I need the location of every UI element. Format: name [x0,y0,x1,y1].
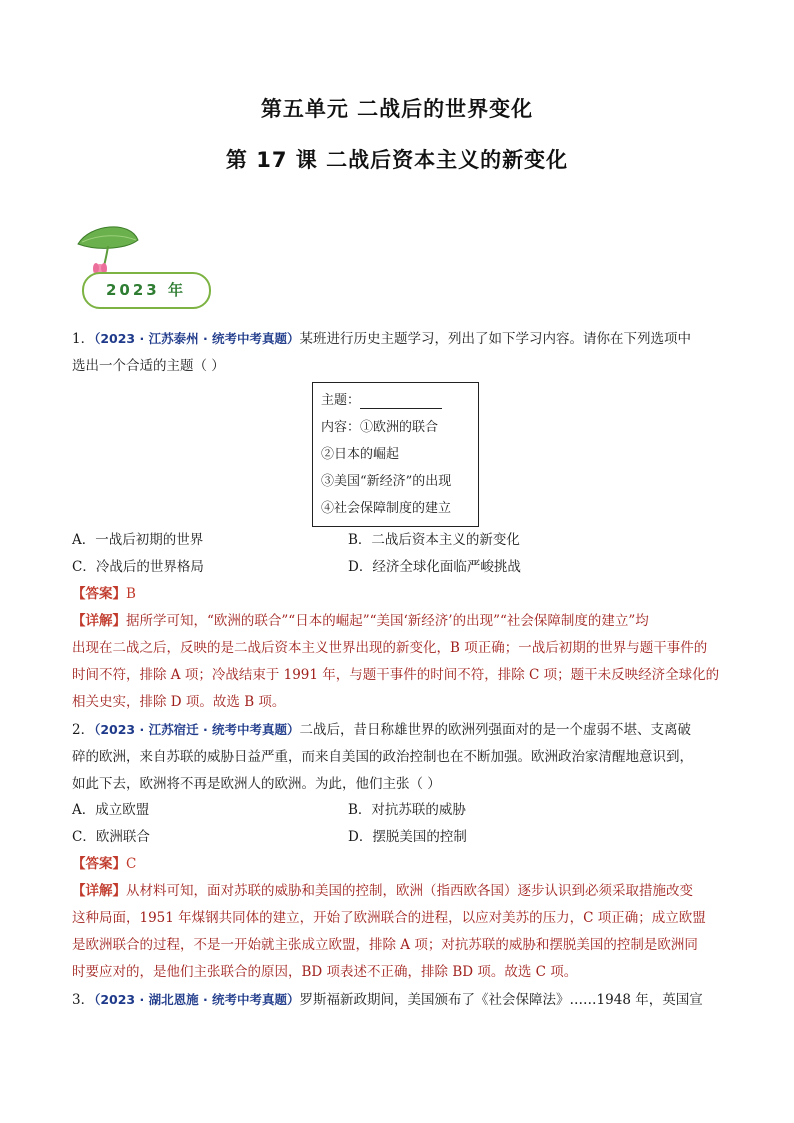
option-c: C．欧洲联合 [72,829,150,845]
detail-block [72,608,724,716]
question-number: 1． [72,331,95,347]
detail-label: 【详解】 [72,613,126,629]
option-b: B．对抗苏联的威胁 [348,802,466,818]
content-item: ④社会保障制度的建立 [321,501,452,516]
option-b: B．二战后资本主义的新变化 [348,532,520,548]
answer-value: C [126,856,137,872]
question-text: 二战后，昔日称雄世界的欧洲列强面对的是一个虚弱不堪、支离破 [299,722,692,738]
detail-line: 相关史实，排除 D 项。故选 B 项。 [72,694,286,710]
question-number: 3． [72,992,95,1008]
detail-line: 出现在二战之后，反映的是二战后资本主义世界出现的新变化，B 项正确；一战后初期的世界与题干事件的 [72,640,708,656]
content-item: ①欧洲的联合 [360,420,439,435]
detail-line: 据所学可知，“欧洲的联合”“日本的崛起”“美国‘新经济’的出现”“社会保障制度的建立”均 [126,613,649,629]
question-number: 2． [72,722,95,738]
content-label: 内容： [321,420,361,435]
year-badge-text: 2023 年 [106,281,186,299]
question-text: 如此下去，欧洲将不再是欧洲人的欧洲。为此，他们主张（ ） [72,776,441,792]
question-2-stem [72,716,724,798]
detail-line: 时要应对的，是他们主张联合的原因，BD 项表述不正确，排除 BD 项。故选 C 项。 [72,964,578,980]
question-3-stem [72,986,724,1014]
detail-line: 从材料可知，面对苏联的威胁和美国的控制，欧洲（指西欧各国）逐步认识到必须采取措施改变 [126,883,693,899]
option-c: C．冷战后的世界格局 [72,559,204,575]
detail-label: 【详解】 [72,883,126,899]
answer-label: 【答案】 [72,586,126,602]
detail-line: 时间不符，排除 A 项；冷战结束于 1991 年，与题干事件的时间不符，排除 C 项；题干未反映经济全球化的 [72,667,720,683]
option-a: A．成立欧盟 [72,802,150,818]
option-a: A．一战后初期的世界 [72,532,204,548]
option-d: D．摆脱美国的控制 [348,829,467,845]
question-text: 某班进行历史主题学习，列出了如下学习内容。请你在下列选项中 [299,331,692,347]
detail-line: 这种局面，1951 年煤钢共同体的建立，开始了欧洲联合的进程，以应对美苏的压力，C 项正确；成立欧盟 [72,910,706,926]
answer-label: 【答案】 [72,856,126,872]
question-1-stem [72,325,724,380]
question-text: 选出一个合适的主题（ ） [72,358,225,374]
question-source: （2023 · 湖北恩施 · 统考中考真题） [94,992,300,1007]
answer-line [72,851,724,878]
detail-block [72,878,724,986]
unit-title: 第五单元 二战后的世界变化 [260,97,534,121]
lesson-title: 第 17 课 二战后资本主义的新变化 [225,148,569,172]
detail-line: 是欧洲联合的过程，不是一开始就主张成立欧盟，排除 A 项；对抗苏联的威胁和摆脱美国的控制是欧洲同 [72,937,698,953]
question-source: （2023 · 江苏泰州 · 统考中考真题） [94,331,300,346]
content-item: ②日本的崛起 [321,447,400,462]
year-badge [70,222,220,312]
option-d: D．经济全球化面临严峻挑战 [348,559,521,575]
question-text: 碎的欧洲，来自苏联的威胁日益严重，而来自美国的政治控制也在不断加强。欧洲政治家清醒地意识到， [72,749,693,765]
answer-line [72,581,724,608]
content-item: ③美国“新经济”的出现 [321,474,452,489]
theme-box [312,382,479,527]
question-source: （2023 · 江苏宿迁 · 统考中考真题） [94,722,300,737]
question-text: 罗斯福新政期间，美国颁布了《社会保障法》……1948 年，英国宣 [299,992,703,1008]
answer-value: B [126,586,136,602]
theme-blank [360,393,442,409]
theme-label: 主题： [321,393,361,408]
